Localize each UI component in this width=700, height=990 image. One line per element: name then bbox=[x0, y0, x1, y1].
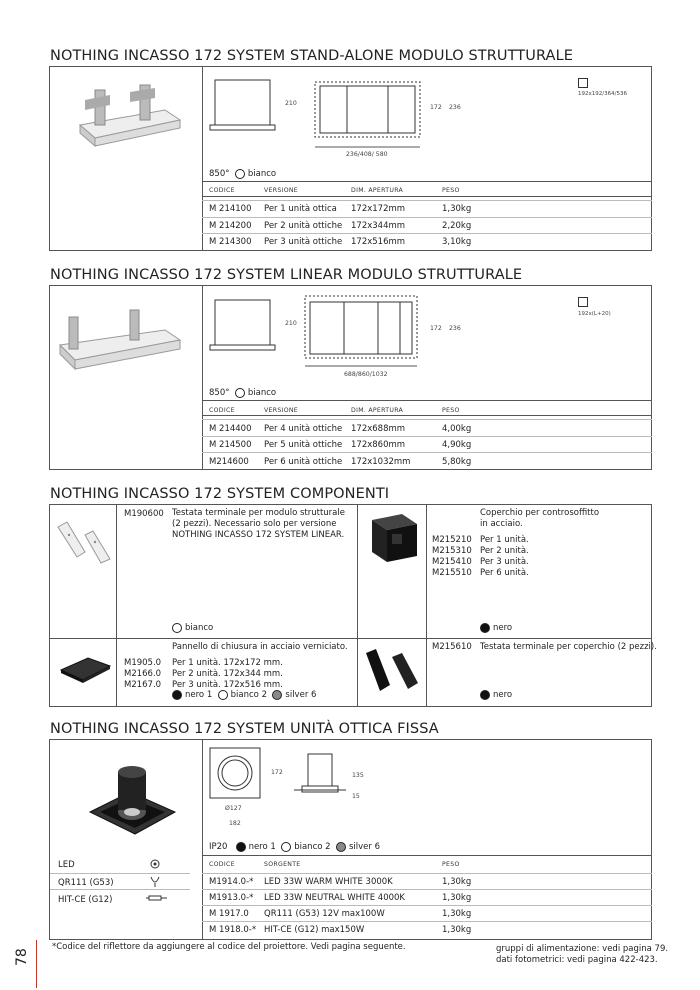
page-number: 78 bbox=[14, 948, 30, 966]
ceiling-cut-icon bbox=[578, 78, 588, 88]
ceiling-cut: 192x(L+20) bbox=[578, 311, 611, 317]
table-cell: LED 33W NEUTRAL WHITE 4000K bbox=[264, 893, 406, 903]
legend-led: LED bbox=[58, 860, 75, 870]
table-1-header-code: CODICE bbox=[209, 187, 235, 194]
table-2-header-version: VERSIONE bbox=[264, 407, 299, 414]
table-row: M 214300 bbox=[209, 237, 252, 247]
table-2-header-opening: DIM. APERTURA bbox=[351, 407, 404, 414]
table-row: M 214400 bbox=[209, 424, 252, 434]
dim-15: 15 bbox=[352, 793, 360, 800]
panel-codes: M1905.0 M2166.0 M2167.0 bbox=[124, 658, 162, 690]
table-row: M 1918.0-* bbox=[209, 925, 257, 935]
black-finish-swatch bbox=[236, 842, 246, 852]
table-row: M 214100 bbox=[209, 204, 252, 214]
closing-panel-image bbox=[58, 652, 113, 687]
legend-qr111: QR111 (G53) bbox=[58, 878, 114, 888]
table-2-header-code: CODICE bbox=[209, 407, 235, 414]
cover-units: Per 1 unità. Per 2 unità. Per 3 unità. Per 6 unità. bbox=[480, 535, 529, 578]
table-1-header-weight: PESO bbox=[442, 187, 460, 194]
table-cell: 1,30kg bbox=[442, 925, 472, 935]
table-cell: 1,30kg bbox=[442, 909, 472, 919]
dim-135: 135 bbox=[352, 772, 364, 779]
white-finish-swatch bbox=[172, 623, 182, 633]
ceiling-cut: 192x192/364/536 bbox=[578, 91, 627, 97]
table-row: M214600 bbox=[209, 457, 249, 467]
section-2-title: NOTHING INCASSO 172 SYSTEM LINEAR MODULO STRUTTURALE bbox=[50, 267, 523, 283]
table-row: M1914.0-* bbox=[209, 877, 254, 887]
white-finish-swatch bbox=[281, 842, 291, 852]
stand-alone-module-image bbox=[70, 80, 190, 160]
table-4-header-weight: PESO bbox=[442, 861, 460, 868]
silver-finish-swatch bbox=[336, 842, 346, 852]
finish-row-2: 850° bianco bbox=[209, 388, 277, 398]
table-1-header-opening: DIM. APERTURA bbox=[351, 187, 404, 194]
table-cell: Per 2 unità ottiche bbox=[264, 221, 343, 231]
dim-182: 182 bbox=[229, 820, 241, 827]
table-cell: 3,10kg bbox=[442, 237, 472, 247]
dim-height-172: 172 bbox=[430, 325, 442, 332]
page-margin-line bbox=[36, 940, 37, 988]
table-row: M1913.0-* bbox=[209, 893, 254, 903]
finish-row-1: 850° bianco bbox=[209, 169, 277, 179]
table-cell: 172x1032mm bbox=[351, 457, 411, 467]
table-cell: 4,90kg bbox=[442, 440, 472, 450]
cover-image bbox=[362, 512, 422, 567]
cover-codes: M215210 M215310 M215410 M215510 bbox=[432, 535, 472, 578]
table-cell: QR111 (G53) 12V max100W bbox=[264, 909, 385, 919]
end-cap-image bbox=[55, 517, 115, 567]
cover-end-cap-finish: nero bbox=[480, 690, 512, 701]
white-finish-swatch bbox=[218, 690, 228, 700]
table-cell: 1,30kg bbox=[442, 893, 472, 903]
section-1-title: NOTHING INCASSO 172 SYSTEM STAND-ALONE MODULO STRUTTURALE bbox=[50, 48, 574, 64]
table-cell: 172x688mm bbox=[351, 424, 406, 434]
top-view-drawing bbox=[300, 290, 425, 370]
dim-height-172: 172 bbox=[430, 104, 442, 111]
table-4-header-source: SORGENTE bbox=[264, 861, 301, 868]
dim-height-210: 210 bbox=[285, 100, 297, 107]
table-row: M 1917.0 bbox=[209, 909, 249, 919]
table-2-header-weight: PESO bbox=[442, 407, 460, 414]
silver-finish-swatch bbox=[272, 690, 282, 700]
dim-width: 688/860/1032 bbox=[344, 371, 388, 378]
black-finish-swatch bbox=[480, 690, 490, 700]
halogen-lamp-icon bbox=[148, 875, 162, 888]
table-cell: Per 6 unità ottiche bbox=[264, 457, 343, 467]
dim-height-210: 210 bbox=[285, 320, 297, 327]
table-cell: 172x860mm bbox=[351, 440, 406, 450]
table-row: M 214200 bbox=[209, 221, 252, 231]
black-finish-swatch bbox=[480, 623, 490, 633]
black-finish-swatch bbox=[172, 690, 182, 700]
ip-finish-row: IP20 nero 1 bianco 2 silver 6 bbox=[209, 842, 380, 852]
table-cell: LED 33W WARM WHITE 3000K bbox=[264, 877, 393, 887]
panel-units: Per 1 unità. 172x172 mm. Per 2 unità. 172x344 mm. Per 3 unità. 172x516 mm. bbox=[172, 658, 283, 690]
cover-desc: Coperchio per controsoffitto in acciaio. bbox=[480, 508, 600, 529]
section-4-title: NOTHING INCASSO 172 SYSTEM UNITÀ OTTICA FISSA bbox=[50, 721, 439, 737]
table-cell: 172x172mm bbox=[351, 204, 406, 214]
dim-width: 236/408/ 580 bbox=[346, 151, 388, 158]
panel-finishes: nero 1 bianco 2 silver 6 bbox=[172, 690, 316, 701]
section-3-title: NOTHING INCASSO 172 SYSTEM COMPONENTI bbox=[50, 486, 390, 502]
top-view-drawing bbox=[305, 72, 430, 152]
profile-view-drawing bbox=[290, 752, 350, 802]
table-cell: 2,20kg bbox=[442, 221, 472, 231]
footnote: *Codice del riflettore da aggiungere al codice del proiettore. Vedi pagina seguente. bbox=[52, 942, 406, 952]
footer-references: gruppi di alimentazione: vedi pagina 79. dati fotometrici: vedi pagina 422-423. bbox=[496, 944, 669, 965]
cover-end-cap-desc: Testata terminale per coperchio (2 pezzi). bbox=[480, 642, 657, 652]
fixed-optical-unit-image bbox=[85, 752, 180, 847]
cover-end-cap-code: M215610 bbox=[432, 642, 472, 652]
table-cell: Per 3 unità ottiche bbox=[264, 237, 343, 247]
table-1-header-version: VERSIONE bbox=[264, 187, 299, 194]
ceiling-cut-icon bbox=[578, 297, 588, 307]
table-cell: 172x516mm bbox=[351, 237, 406, 247]
discharge-lamp-icon bbox=[146, 893, 168, 903]
dim-172: 172 bbox=[271, 769, 283, 776]
end-cap-finish: bianco bbox=[172, 623, 213, 634]
side-view-drawing bbox=[205, 295, 285, 360]
front-view-drawing bbox=[205, 743, 265, 803]
table-cell: 4,00kg bbox=[442, 424, 472, 434]
table-4-header-code: CODICE bbox=[209, 861, 235, 868]
white-finish-swatch bbox=[235, 388, 245, 398]
panel-desc: Pannello di chiusura in acciaio verniciato. bbox=[172, 642, 348, 652]
table-row: M 214500 bbox=[209, 440, 252, 450]
table-cell: Per 5 unità ottiche bbox=[264, 440, 343, 450]
table-cell: 1,30kg bbox=[442, 877, 472, 887]
end-cap-code: M190600 bbox=[124, 509, 164, 519]
dim-diameter: Ø127 bbox=[225, 805, 242, 812]
table-cell: Per 1 unità ottica bbox=[264, 204, 337, 214]
table-cell: Per 4 unità ottiche bbox=[264, 424, 343, 434]
legend-hit-ce: HIT-CE (G12) bbox=[58, 895, 113, 905]
side-view-drawing bbox=[205, 75, 285, 140]
cover-end-cap-image bbox=[362, 645, 422, 695]
table-cell: HIT-CE (G12) max150W bbox=[264, 925, 365, 935]
table-cell: 172x344mm bbox=[351, 221, 406, 231]
end-cap-desc: Testata terminale per modulo strutturale (2 pezzi). Necessario solo per versione NOTHING INCASSO 172 SYSTEM LINEAR. bbox=[172, 508, 345, 540]
table-cell: 5,80kg bbox=[442, 457, 472, 467]
dim-height-236: 236 bbox=[449, 104, 461, 111]
dim-height-236: 236 bbox=[449, 325, 461, 332]
cover-finish: nero bbox=[480, 623, 512, 634]
table-cell: 1,30kg bbox=[442, 204, 472, 214]
linear-module-image bbox=[55, 305, 190, 385]
white-finish-swatch bbox=[235, 169, 245, 179]
led-icon bbox=[148, 858, 162, 870]
